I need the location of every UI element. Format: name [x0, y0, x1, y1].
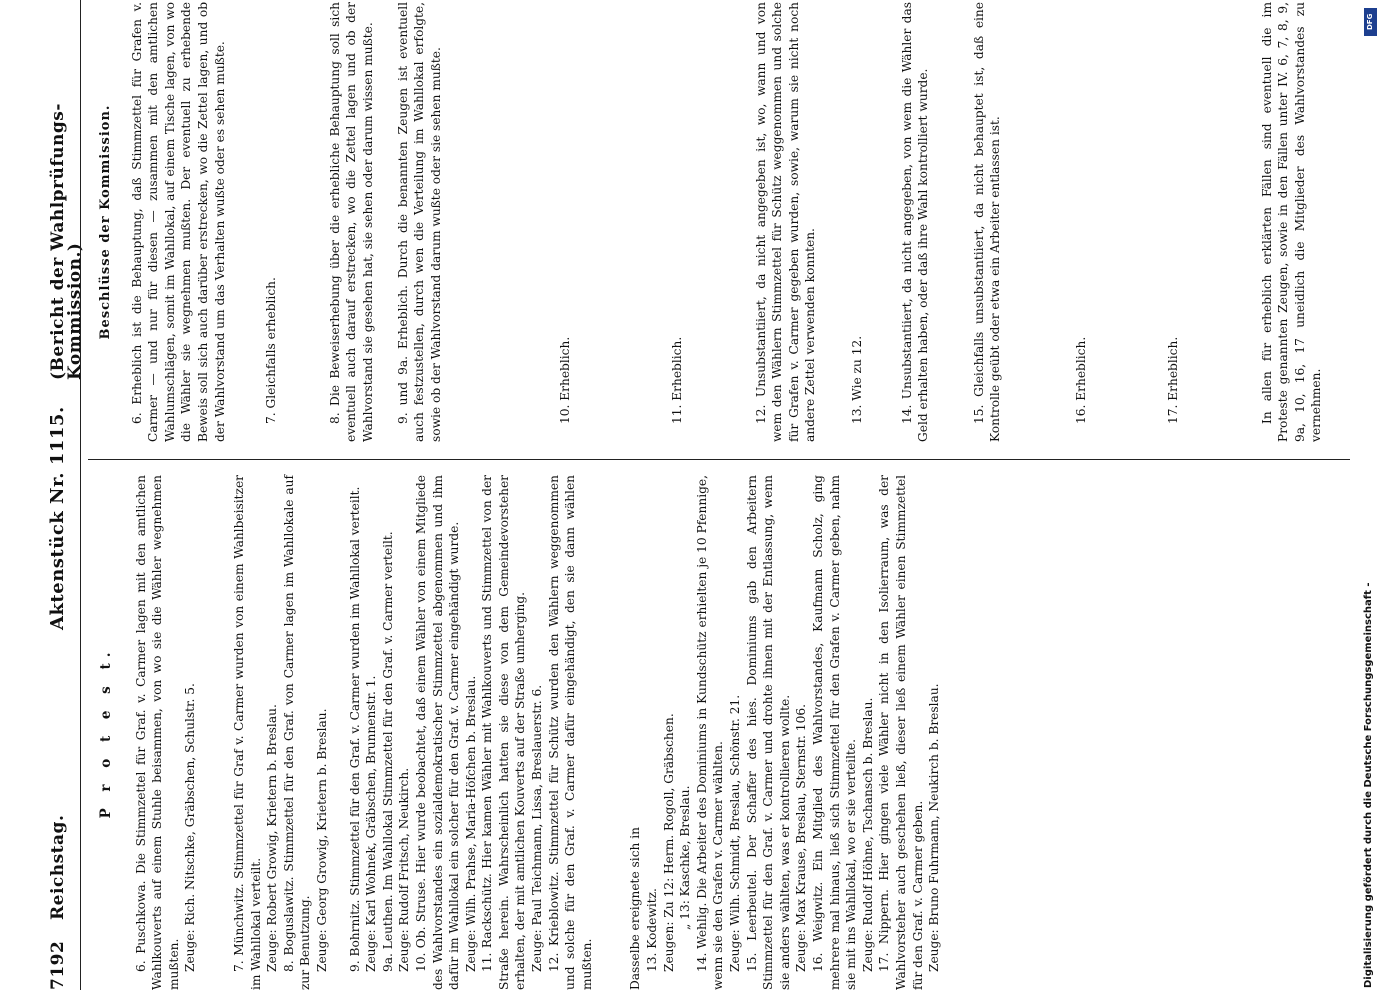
header-document-number: Aktenstück Nr. 1115. — [47, 406, 68, 630]
decisions-column — [98, 2, 1329, 442]
witness-7: Zeuge: Robert Growig, Krietern b. Breslau. — [265, 704, 280, 972]
decision-11: 11. Erheblich. — [669, 336, 684, 424]
protest-title: P r o t e s t. — [98, 646, 114, 819]
protest-item-7: 7. Münchwitz. Stimmzettel für Graf v. Carmer wurden von einem Wahlbeisitzer im Wahllokal verteilt. — [231, 475, 263, 990]
protest-item-9: 9. Bohrnitz. Stimmzettel für den Graf. v. Carmer wurden im Wahllokal verteilt. — [347, 486, 362, 972]
header-organization: Reichstag. — [48, 814, 68, 920]
decision-10: 10. Erheblich. — [557, 336, 572, 424]
witness-8: Zeuge: Georg Growig, Krietern b. Breslau. — [314, 708, 329, 972]
protest-item-6: 6. Puschkowa. Die Stimmzettel für Graf. v. Carmer lagen mit den amtlichen Wahlkouverts auf einem Stuhle beisammen, von wo sie die Wähler wegnehmen mußten. — [133, 475, 181, 990]
protest-item-12: 12. Krieblowitz. Stimmzettel für Schütz wurden den Wählern weggenommen und solche für den Graf. v. Carmer dafür eingehändigt, den sie dann wählen mußten. — [546, 475, 594, 990]
rotated-document-sheet — [40, 0, 1350, 990]
witness-13-b: „ 13: Kaschke, Breslau. — [678, 785, 693, 930]
witness-11: Zeuge: Paul Teichmann, Lissa, Breslauerstr. 6. — [530, 684, 545, 972]
witness-9a: Zeuge: Rudolf Fritsch, Neukirch. — [397, 767, 412, 972]
protest-item-10: 10. Ob. Struse. Hier wurde beobachtet, daß einem Wähler von einem Mitgliede des Wahlvorstandes ein sozialdemokratischer Stimmzettel abgenommen und ihm dafür im Wahllokal ein solcher für den Graf. v. Carmer eingehändigt wurde. — [413, 475, 462, 990]
page-header — [46, 0, 85, 990]
digitization-credit: Digitalisierung gefördert durch die Deutsche Forschungsgemeinschaft - — [1363, 582, 1374, 988]
dfg-footer — [1363, 8, 1379, 988]
protest-item-15: 15. Leerbeutel. Der Schaffer des hies. Dominiums gab den Arbeitern Stimmzettel für den Graf. v. Carmer und drohte ihnen mit der Entlassung, wenn sie anders wählten, was er kontrollieren wollte. — [744, 475, 792, 990]
protest-item-8: 8. Boguslawitz. Stimmzettel für den Graf. von Carmer lagen im Wahllokale auf zur Benutzung. — [281, 475, 313, 990]
column-divider — [88, 459, 1350, 460]
decision-13: 13. Wie zu 12. — [849, 335, 864, 424]
witness-13-a: Zeugen: Zu 12: Herm. Rogoll, Gräbschen. — [661, 713, 676, 972]
witness-10: Zeuge: Wilh. Prahse, Maria-Höfchen b. Breslau. — [463, 675, 478, 972]
witness-16: Zeuge: Rudolf Höhne, Tschansch b. Breslau. — [860, 697, 875, 972]
decision-7: 7. Gleichfalls erheblich. — [263, 277, 278, 424]
protest-item-14: 14. Wehlig. Die Arbeiter des Dominiums in Kundschütz erhielten je 10 Pfennige, wenn sie den Grafen v. Carmer wählten. — [694, 475, 726, 990]
witness-15: Zeuge: Max Krause, Breslau, Sternstr. 106. — [794, 704, 809, 972]
decision-9: 9. und 9a. Erheblich. Durch die benannten Zeugen ist eventuell auch festzustellen, durch wen die Verteilung im Wahllokal erfolgte, sowie ob der Wahlvorstand darum wußte oder sie sehen mußte. — [395, 2, 443, 442]
header-rule — [80, 0, 81, 990]
occurred-note: Dasselbe ereignete sich in — [628, 827, 643, 990]
witness-14: Zeuge: Wilh. Schmidt, Breslau, Schönstr. 21. — [728, 694, 742, 972]
decisions-title: Beschlüsse der Kommission. — [98, 104, 113, 340]
decision-16: 16. Erheblich. — [1073, 336, 1088, 424]
dfg-logo: DFG — [1364, 8, 1377, 36]
decision-14: 14. Unsubstantiiert, da nicht angegeben, von wem die Wähler das Geld erhalten haben, oder daß ihre Wahl kontrolliert wurde. — [899, 2, 931, 442]
protest-column — [98, 475, 943, 990]
decision-8: 8. Die Beweiserhebung über die erhebliche Behauptung soll sich eventuell auch darauf erstrecken, wo die Zettel lagen und ob der Wahlvorstand sie gesehen hat, sie sehen oder darum wissen mußte. — [327, 2, 375, 442]
decision-12: 12. Unsubstantiiert, da nicht angegeben ist, wo, wann und von wem den Wählern Stimmzettel für Schütz weggenommen und solche für Grafen v. Carmer gegeben wurden, sowie, warum sie nicht noch andere Zettel verwenden konnten. — [753, 2, 818, 442]
protest-item-9a: 9a. Leuthen. Im Wahllokal Stimmzettel für den Graf. v. Carmer verteilt. — [380, 531, 395, 972]
page-number: 7192 — [48, 940, 68, 990]
protest-item-16: 16. Weigwitz. Ein Mitglied des Wahlvorstandes, Kaufmann Scholz, ging mehrere mal hinaus, ließ sich Stimmzettel für den Grafen v. Carmer geben, nahm sie mit ins Wahllokal, wo er sie verteilte. — [810, 475, 859, 990]
protest-item-13: 13. Kodewitz. — [645, 888, 660, 972]
closing-paragraph: In allen für erheblich erklärten Fällen sind eventuell die im Proteste genannten Zeugen, sowie in den Fällen unter IV. 6, 7, 8, 9, 9a, 10, 16, 17 uneidlich die Mitglieder des Wahlvorstandes zu vernehmen. — [1259, 2, 1324, 442]
header-report-title: (Bericht der Wahlprüfungs-Kommission.) — [48, 103, 85, 380]
decision-6: 6. Erheblich ist die Behauptung, daß Stimmzettel für Grafen v. Carmer — und nur für diesen — zusammen mit den amtlichen Wahlumschlägen, somit im Wahllokal, auf einem Tische lagen, von wo die Wähler sie wegnehmen mußten. Der eventuell zu erhebende Beweis soll sich auch darüber erstrecken, wo die Zettel lagen, und ob der Wahlvorstand um das Verhalten wußte oder es sehen mußte. — [129, 2, 227, 442]
decision-17: 17. Erheblich. — [1165, 336, 1180, 424]
witness-9: Zeuge: Karl Wohnek, Gräbschen, Brunnenstr. 1. — [364, 675, 379, 972]
witness-17: Zeuge: Bruno Fuhrmann, Neukirch b. Breslau. — [927, 683, 942, 972]
witness-6: Zeuge: Rich. Nitschke, Gräbschen, Schulstr. 5. — [183, 683, 198, 972]
protest-item-11: 11. Rackschütz. Hier kamen Wähler mit Wahlkouverts und Stimmzettel von der Straße herein. Wahrscheinlich hatten sie diese von dem Gemeindevorsteher erhalten, der mit amtlichen Kouverts auf der Straße umherging. — [480, 475, 528, 990]
decision-15: 15. Gleichfalls unsubstantiiert, da nicht behauptet ist, daß eine Kontrolle geübt oder etwa ein Arbeiter entlassen ist. — [971, 2, 1003, 442]
protest-item-17: 17. Nippern. Hier gingen viele Wähler nicht in den Isolierraum, was der Wahlvorsteher auch geschehen ließ, dieser ließ einem Wähler einen Stimmzettel für den Graf. v. Carmer geben. — [877, 475, 925, 990]
